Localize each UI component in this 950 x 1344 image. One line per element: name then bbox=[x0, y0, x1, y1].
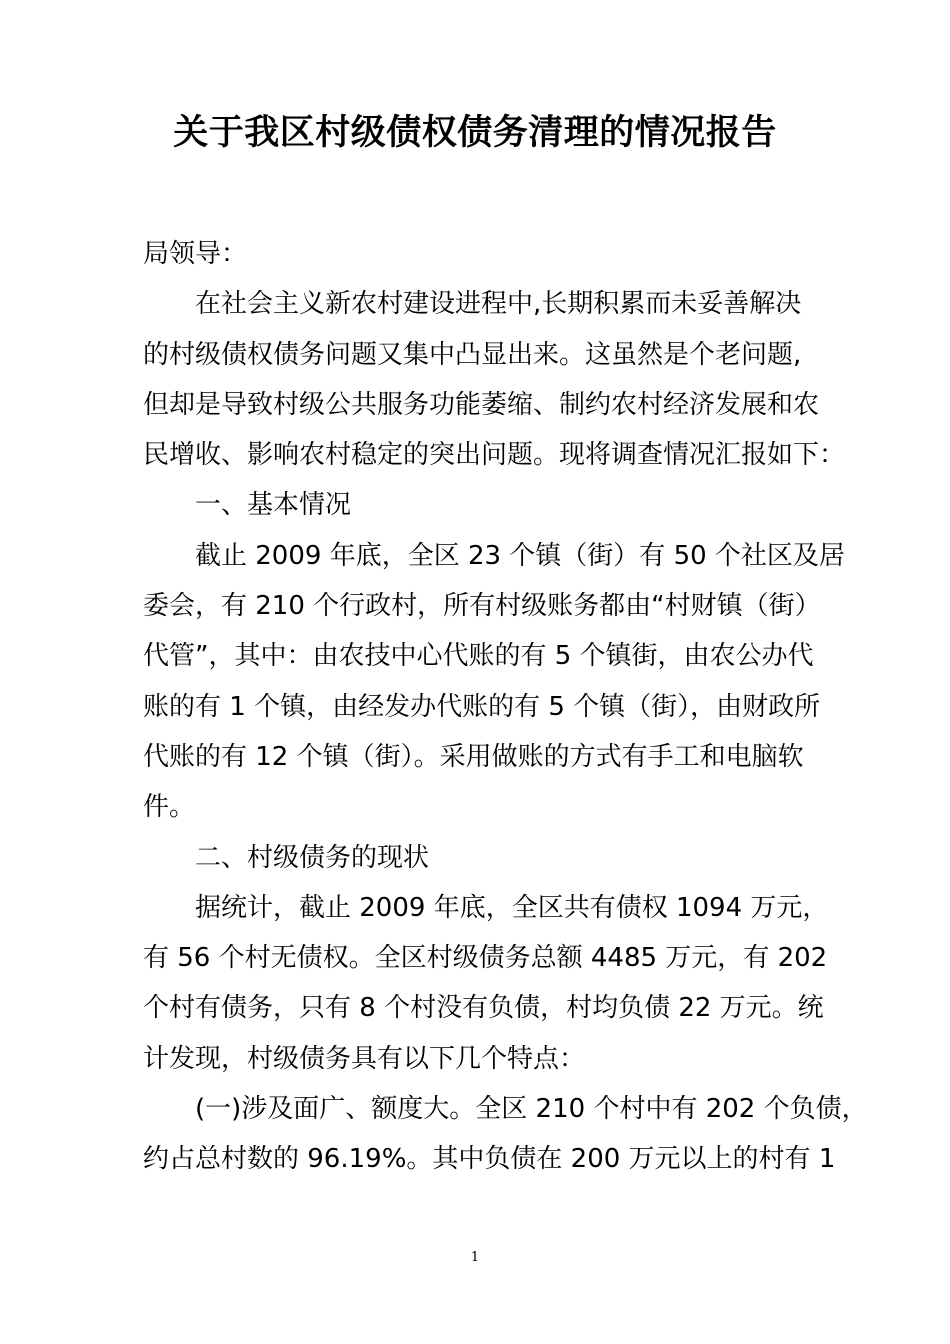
paragraph-line: 代账的有 12 个镇（街）。采用做账的方式有手工和电脑软 bbox=[143, 741, 804, 772]
paragraph-line: 约占总村数的 96.19%。其中负债在 200 万元以上的村有 1 bbox=[143, 1144, 836, 1175]
paragraph-line: 二、村级债务的现状 bbox=[195, 842, 430, 873]
document-body bbox=[143, 229, 868, 1185]
paragraph-line: 在社会主义新农村建设进程中,长期积累而未妥善解决 bbox=[195, 289, 802, 320]
paragraph-line: 的村级债权债务问题又集中凸显出来。这虽然是个老问题, bbox=[143, 339, 802, 370]
paragraph-line: 截止 2009 年底，全区 23 个镇（街）有 50 个社区及居 bbox=[195, 540, 845, 571]
paragraph-line: 据统计，截止 2009 年底，全区共有债权 1094 万元， bbox=[195, 892, 829, 923]
paragraph-line: 有 56 个村无债权。全区村级债务总额 4485 万元，有 202 bbox=[143, 943, 828, 974]
paragraph-line: 但却是导致村级公共服务功能萎缩、制约农村经济发展和农 bbox=[143, 389, 820, 420]
paragraph-line: 账的有 1 个镇，由经发办代账的有 5 个镇（街），由财政所 bbox=[143, 691, 821, 722]
paragraph-line: 一、基本情况 bbox=[195, 490, 352, 521]
paragraph-line: 民增收、影响农村稳定的突出问题。现将调查情况汇报如下： bbox=[143, 440, 846, 471]
paragraph-line: (一)涉及面广、额度大。全区 210 个村中有 202 个负债， bbox=[195, 1094, 868, 1125]
paragraph-line: 个村有债务，只有 8 个村没有负债，村均负债 22 万元。统 bbox=[143, 993, 824, 1024]
paragraph-line: 局领导： bbox=[143, 239, 248, 269]
paragraph-line: 计发现，村级债务具有以下几个特点： bbox=[143, 1043, 586, 1074]
document-title: 关于我区村级债权债务清理的情况报告 bbox=[173, 113, 777, 153]
paragraph-line: 代管”，其中：由农技中心代账的有 5 个镇街，由农公办代 bbox=[143, 641, 814, 672]
paragraph-line: 委会，有 210 个行政村，所有村级账务都由“村财镇（街） bbox=[143, 591, 821, 622]
page-number: 1 bbox=[470, 1250, 480, 1265]
paragraph-line: 件。 bbox=[143, 792, 196, 823]
